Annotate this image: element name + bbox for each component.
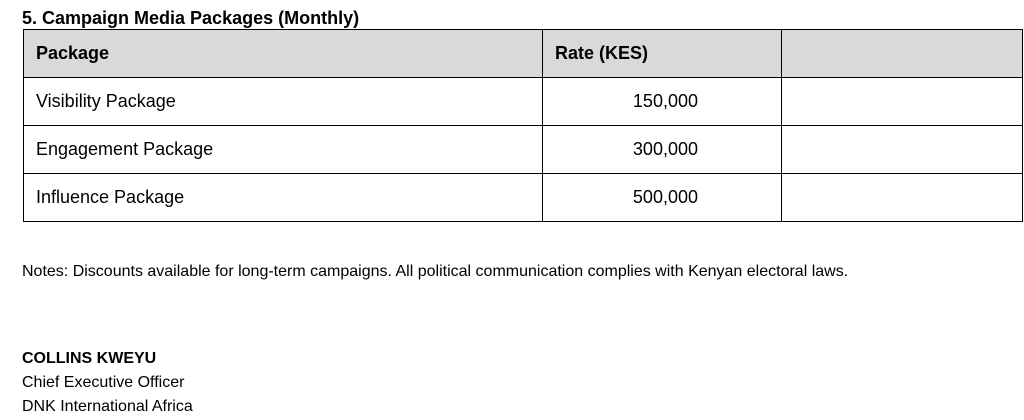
- table-row: [24, 126, 1023, 174]
- packages-table: [23, 29, 1023, 222]
- package-extra: [782, 78, 1023, 126]
- package-rate: 300,000: [543, 126, 782, 174]
- signature-block: [22, 347, 193, 419]
- table-row: [24, 78, 1023, 126]
- signatory-name: COLLINS KWEYU: [22, 350, 157, 367]
- header-package: Package: [24, 30, 543, 78]
- header-empty: [782, 30, 1023, 78]
- section-title: 5. Campaign Media Packages (Monthly): [22, 8, 360, 28]
- package-rate: 150,000: [543, 78, 782, 126]
- signatory-organization: DNK International Africa: [22, 398, 193, 415]
- package-extra: [782, 174, 1023, 222]
- package-rate: 500,000: [543, 174, 782, 222]
- package-extra: [782, 126, 1023, 174]
- notes-text: Notes: Discounts available for long-term campaigns. All political communication complies with Kenyan electoral laws.: [22, 263, 849, 280]
- table-header-row: [24, 30, 1023, 78]
- table-row: [24, 174, 1023, 222]
- package-name: Engagement Package: [24, 126, 543, 174]
- package-name: Visibility Package: [24, 78, 543, 126]
- header-rate: Rate (KES): [543, 30, 782, 78]
- signatory-role: Chief Executive Officer: [22, 374, 185, 391]
- package-name: Influence Package: [24, 174, 543, 222]
